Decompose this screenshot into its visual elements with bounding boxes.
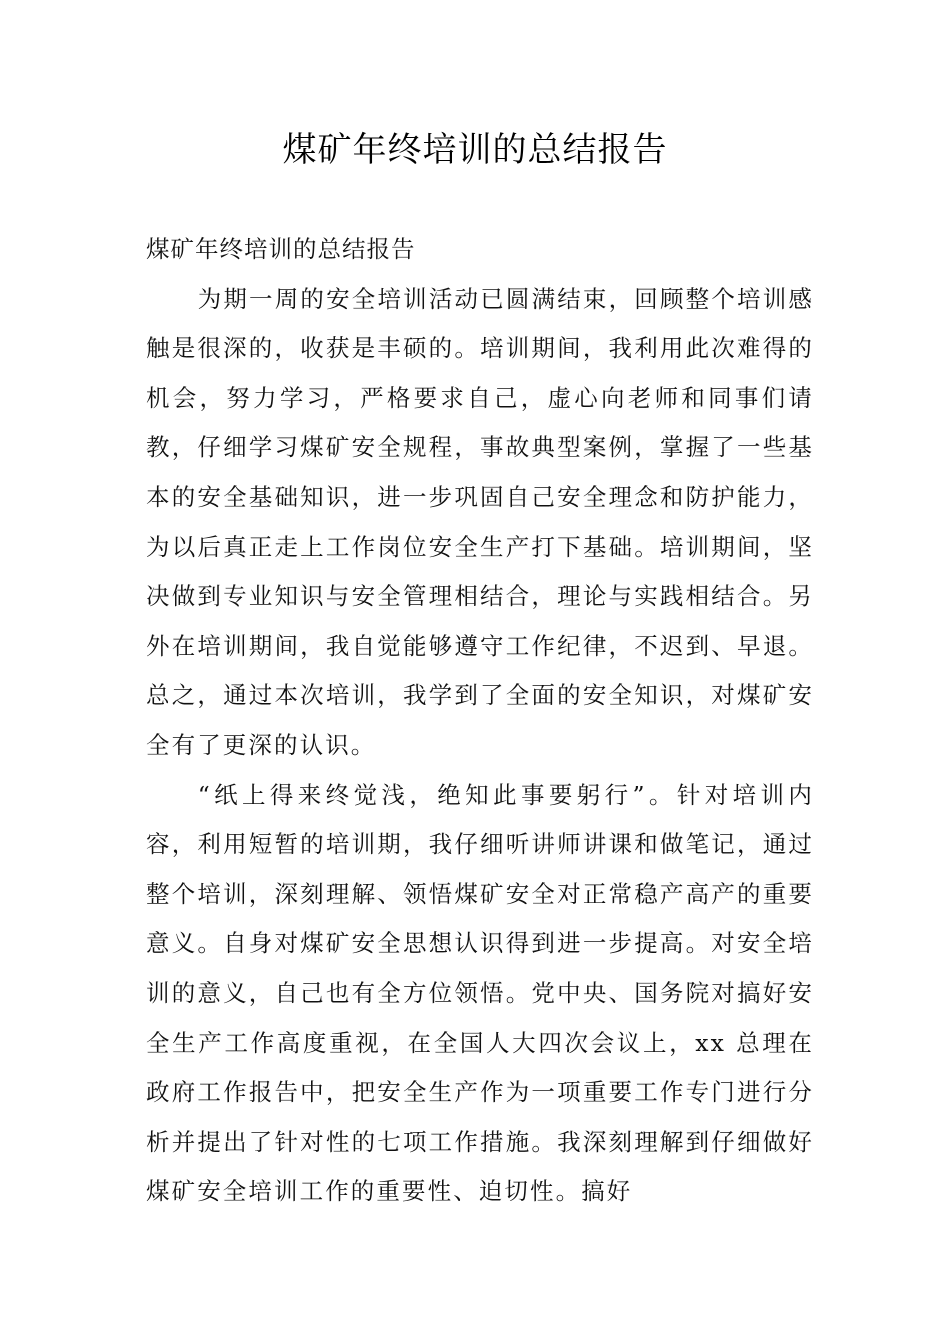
document-subtitle: 煤矿年终培训的总结报告: [146, 235, 416, 263]
body-paragraph: 为期一周的安全培训活动已圆满结束，回顾整个培训感触是很深的，收获是丰硕的。培训期间，我利用此次难得的机会，努力学习，严格要求自己，虚心向老师和同事们请教，仔细学习煤矿安全规程，事故典型案例，掌握了一些基本的安全基础知识，进一步巩固自己安全理念和防护能力，为以后真正走上工作岗位安全生产打下基础。培训期间，坚决做到专业知识与安全管理相结合，理论与实践相结合。另外在培训期间，我自觉能够遵守工作纪律，不迟到、早退。总之，通过本次培训，我学到了全面的安全知识，对煤矿安全有了更深的认识。: [146, 284, 814, 759]
document-body: [146, 225, 814, 1217]
body-paragraph: “纸上得来终觉浅，绝知此事要躬行”。针对培训内容，利用短暂的培训期，我仔细听讲师讲课和做笔记，通过整个培训，深刻理解、领悟煤矿安全对正常稳产高产的重要意义。自身对煤矿安全思想认识得到进一步提高。对安全培训的意义，自己也有全方位领悟。党中央、国务院对搞好安全生产工作高度重视，在全国人大四次会议上，xx 总理在政府工作报告中，把安全生产作为一项重要工作专门进行分析并提出了针对性的七项工作措施。我深刻理解到仔细做好煤矿安全培训工作的重要性、迫切性。搞好: [146, 780, 814, 1206]
document-title: 煤矿年终培训的总结报告: [282, 130, 668, 170]
